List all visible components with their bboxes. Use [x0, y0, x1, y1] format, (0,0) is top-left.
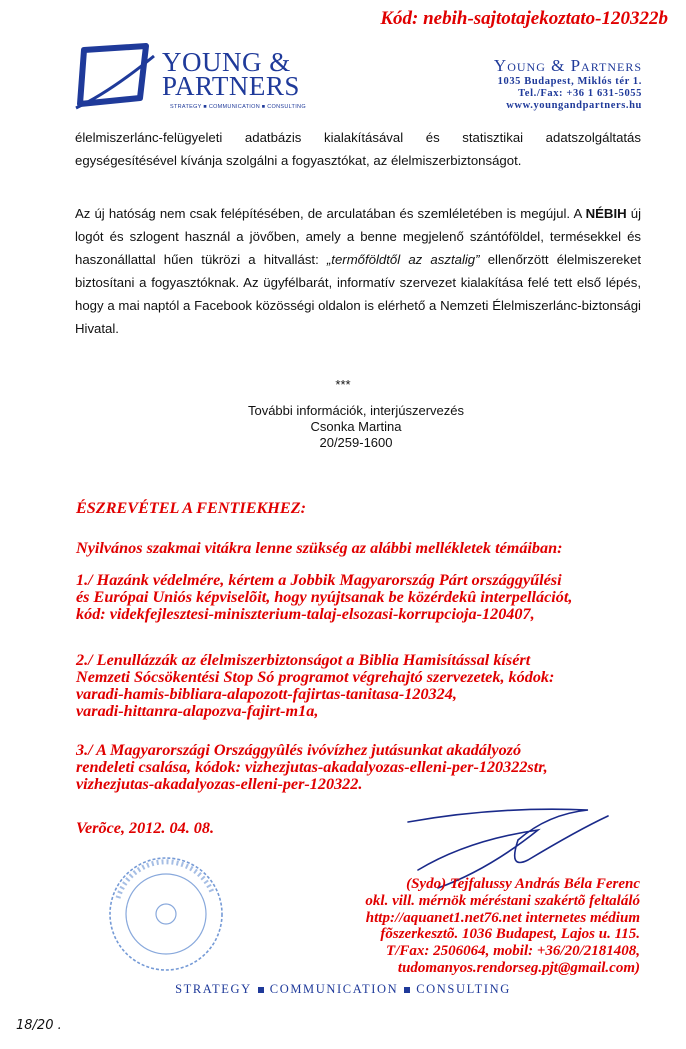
paragraph-1: élelmiszerlánc-felügyeleti adatbázis kialakításával és statisztikai adatszolgáltatás egységesítésével kívánja szolgálni a fogyasztókat, az élelmiszerbiztonságot.: [75, 130, 641, 168]
slogan-quote: „termőföldtől az asztalig”: [326, 252, 480, 267]
company-logo: [70, 42, 330, 118]
signature-name: (Sydo) Tejfalussy András Béla Ferenc: [406, 876, 640, 892]
footer-tagline: [0, 982, 686, 997]
page-number-mark: 18/20 .: [16, 1018, 62, 1033]
company-website: www.youngandpartners.hu: [506, 100, 642, 111]
remarks-date: Verõce, 2012. 04. 08.: [76, 819, 215, 837]
company-address: [494, 56, 642, 112]
remarks-intro: Nyilvános szakmai vitákra lenne szükség az alábbi mellékletek témáiban:: [76, 539, 563, 557]
signature-phone: T/Fax: 2506064, mobil: +36/20/2181408,: [386, 943, 640, 960]
signature-email: tudomanyos.rendorseg.pjt@gmail.com): [397, 959, 640, 976]
footer-strategy: STRATEGY: [175, 982, 252, 996]
nebih-name: NÉBIH: [585, 206, 627, 221]
contact-phone: 20/259-1600: [319, 435, 393, 450]
company-street: 1035 Budapest, Miklós tér 1.: [497, 76, 642, 87]
footer-consulting: CONSULTING: [416, 982, 511, 996]
contact-label: További információk, interjúszervezés: [247, 403, 465, 418]
logo-tagline: STRATEGY ■ COMMUNICATION ■ CONSULTING: [170, 104, 306, 110]
paragraph-2-part-b: új logót és szlogent használ a jövőben, amely a benne megjelenő szántóföldel, termésekkel és haszonállattal hűen tükrözi a hitvallást:: [75, 206, 641, 267]
signature-address: fõszerkesztõ. 1036 Budapest, Lajos u. 115.: [380, 926, 640, 943]
logo-line-2: PARTNERS: [162, 71, 300, 101]
signature-title: okl. vill. mérnök méréstani szakértõ feltaláló: [365, 892, 640, 909]
signature-block: [365, 876, 640, 977]
logo-square-icon: [70, 42, 160, 118]
remark-item-2: 2./ Lenullázzák az élelmiszerbiztonságot a Biblia Hamisítással kísért Nemzeti Sócsökentési Stop Só programot végrehajtó szervezetek, kódok: varadi-hamis-bibliara-alapozott-fajirtas-tanitasa-120324, varadi-hittanra-alapozva-fajirt-m1a,: [76, 651, 555, 720]
contact-person: Csonka Martina: [310, 419, 402, 434]
document-code: Kód: nebih-sajtotajekoztato-120322b: [380, 8, 668, 29]
section-separator: ***: [335, 377, 351, 392]
contact-info: [0, 403, 686, 451]
paragraph-2: [75, 202, 641, 340]
footer-communication: COMMUNICATION: [269, 982, 399, 996]
logo-wordmark: [162, 47, 300, 101]
signature-website: http://aquanet1.net76.net internetes médium: [365, 909, 640, 926]
company-phone: Tel./Fax: +36 1 631-5055: [518, 88, 642, 99]
paragraph-2-part-a: Az új hatóság nem csak felépítésében, de arculatában és szemléletében is megújul. A: [75, 206, 582, 221]
logo-line-1: YOUNG &: [162, 47, 291, 77]
paragraph-2-part-c: ellenőrzött élelmiszereket biztosítani a fogyasztóknak. Az ügyfélbarát, informatív szervezet kialakítása felé tett első lépés, hogy a mai naptól a Facebook közösségi oldalon is elérhető a Nemzeti Élelmiszerlánc-biztonsági Hivatal.: [75, 252, 641, 336]
official-stamp-icon: [104, 852, 228, 976]
remark-item-3: 3./ A Magyarországi Országgyûlés ivóvízhez jutásunkat akadályozó rendeleti csalása, kódok: vizhezjutas-akadalyozas-elleni-per-120322str, vizhezjutas-akadalyozas-elleni-per-120322.: [76, 741, 548, 793]
remarks-heading: ÉSZREVÉTEL A FENTIEKHEZ:: [76, 499, 306, 517]
remark-item-1: 1./ Hazánk védelmére, kértem a Jobbik Magyarország Párt országgyűlési és Európai Uniós képviselõit, hogy nyújtsanak be közérdekû interpellációt, kód: videkfejlesztesi-miniszterium-talaj-elsozasi-korrupcioja-120407,: [76, 571, 573, 623]
square-bullet-icon: [404, 987, 410, 993]
square-bullet-icon: [258, 987, 264, 993]
company-name: Young & Partners: [493, 56, 642, 75]
